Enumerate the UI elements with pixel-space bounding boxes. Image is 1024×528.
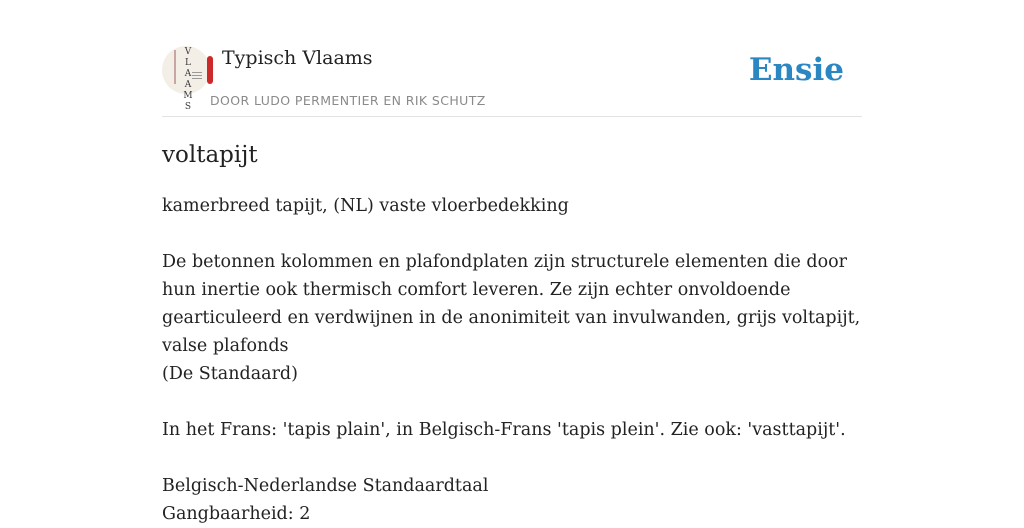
- brand-logo-link[interactable]: Ensie: [748, 52, 844, 88]
- logo-decoration: [207, 56, 213, 84]
- site-logo[interactable]: [162, 46, 210, 112]
- site-title[interactable]: Typisch Vlaams: [222, 47, 373, 69]
- page-container: [162, 0, 862, 524]
- logo-decoration: [174, 50, 176, 84]
- example-line: De betonnen kolommen en plafondplaten zijn structurele elementen die door: [162, 252, 848, 272]
- language-category: Belgisch-Nederlandse Standaardtaal: [162, 476, 489, 496]
- logo-decoration: [192, 72, 202, 73]
- entry-title: voltapijt: [162, 142, 258, 168]
- example-line: hun inertie ook thermisch comfort leveren. Ze zijn echter onvoldoende: [162, 280, 791, 300]
- site-byline: DOOR LUDO PERMENTIER EN RIK SCHUTZ: [210, 93, 486, 108]
- translation-note: In het Frans: 'tapis plain', in Belgisch-Frans 'tapis plein'. Zie ook: 'vasttapijt'.: [162, 420, 846, 440]
- example-source: (De Standaard): [162, 364, 298, 384]
- example-line: valse plafonds: [162, 336, 289, 356]
- site-header: [162, 0, 862, 117]
- logo-letters: V L A A M S: [183, 47, 193, 112]
- usage-frequency: Gangbaarheid: 2: [162, 504, 311, 524]
- definition-text: kamerbreed tapijt, (NL) vaste vloerbedekking: [162, 196, 569, 216]
- entry-definition: [162, 192, 862, 528]
- example-line: gearticuleerd en verdwijnen in de anonimiteit van invulwanden, grijs voltapijt,: [162, 308, 861, 328]
